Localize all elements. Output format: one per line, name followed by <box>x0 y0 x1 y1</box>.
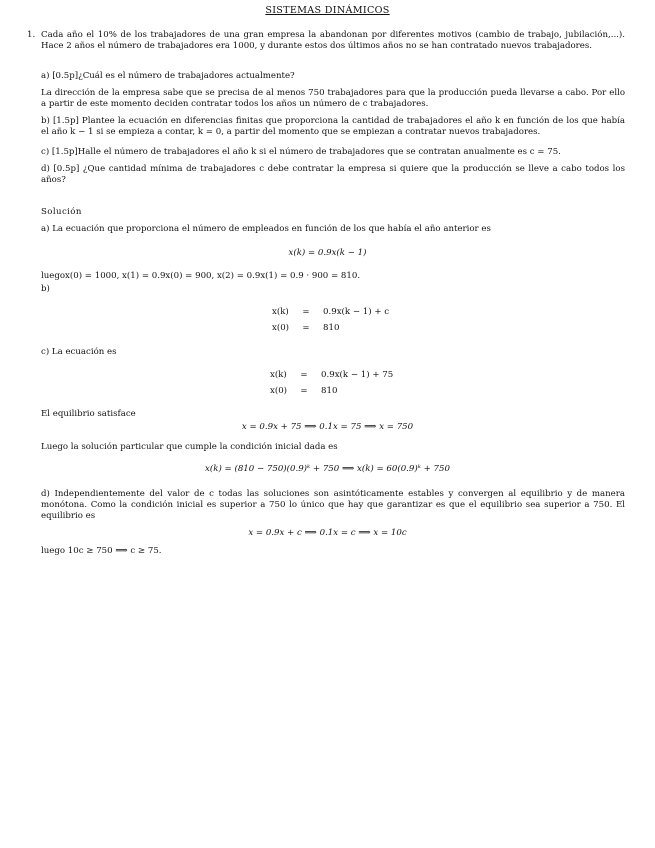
solution-a-equation: x(k) = 0.9x(k − 1) <box>288 248 367 258</box>
eq-lhs: x(k) <box>270 370 287 380</box>
solution-b-system <box>272 307 389 334</box>
eq-rhs: 810 <box>323 323 340 334</box>
eq-lhs: x(0) <box>270 386 288 397</box>
question-c: c) [1.5p]Halle el número de trabajadores el año k si el número de trabajadores que se contratan anualmente es c = 75. <box>41 147 561 157</box>
problem-number: 1. <box>27 30 36 40</box>
solution-c-system <box>270 370 393 397</box>
eq-rhs: 0.9x(k − 1) + 75 <box>321 370 394 380</box>
eq-lhs: x(0) <box>272 323 290 334</box>
eq-op: = <box>302 323 310 334</box>
solution-d-result: luego 10c ≥ 750 ⟹ c ≥ 75. <box>41 546 162 556</box>
eq-lhs: x(k) <box>272 307 289 317</box>
eq-rhs: 810 <box>321 386 338 397</box>
solution-b-label: b) <box>41 284 50 294</box>
solution-d-text: d) Independientemente del valor de c todas las soluciones son asintóticamente estables y convergen al equilibrio y de manera monótona. Como la condición inicial es superior a 750 lo único que hay que garantizar es que el equilibrio sea superior a 750. El equilibrio es <box>41 489 625 522</box>
question-b: b) [1.5p] Plantee la ecuación en diferencias finitas que proporciona la cantidad de trabajadores el año k en función de los que había el año k − 1 si se empieza a contar, k = 0, a partir del momento que se empiezan a contratar nuevos trabajadores. <box>41 116 625 138</box>
problem-intro: Cada año el 10% de los trabajadores de una gran empresa la abandonan por diferentes motivos (cambio de trabajo, jubilación,...). Hace 2 años el número de trabajadores era 1000, y durante estos dos últimos años no se han contratado nuevos trabajadores. <box>41 30 625 52</box>
solution-d-equation: x = 0.9x + c ⟹ 0.1x = c ⟹ x = 10c <box>248 528 407 538</box>
solution-c-particular-text: Luego la solución particular que cumple la condición inicial dada es <box>41 442 338 452</box>
solution-c-equilibrium-text: El equilibrio satisface <box>41 409 136 419</box>
eq-op: = <box>302 307 310 317</box>
eq-op: = <box>300 370 308 380</box>
question-d: d) [0.5p] ¿Que cantidad mínima de trabajadores c debe contratar la empresa si quiere que la producción se lleve a cabo todos los años? <box>41 164 625 186</box>
solution-c-text: c) La ecuación es <box>41 347 117 357</box>
solution-c-equilibrium-equation: x = 0.9x + 75 ⟹ 0.1x = 75 ⟹ x = 750 <box>241 422 414 432</box>
eq-rhs: 0.9x(k − 1) + c <box>323 307 390 317</box>
solution-c-particular-equation: x(k) = (810 − 750)(0.9)ᵏ + 750 ⟹ x(k) = 60(0.9)ᵏ + 750 <box>205 464 450 474</box>
solution-a-text: a) La ecuación que proporciona el número de empleados en función de los que había el año anterior es <box>41 224 491 234</box>
problem-context: La dirección de la empresa sabe que se precisa de al menos 750 trabajadores para que la producción pueda llevarse a cabo. Por ello a partir de este momento deciden contratar todos los años un número de c trabajadores. <box>41 88 625 110</box>
document-title: SISTEMAS DINÁMICOS <box>265 5 390 16</box>
eq-op: = <box>300 386 308 397</box>
solution-a-result: luegox(0) = 1000, x(1) = 0.9x(0) = 900, x(2) = 0.9x(1) = 0.9 · 900 = 810. <box>41 271 361 281</box>
question-a: a) [0.5p]¿Cuál es el número de trabajadores actualmente? <box>41 71 295 81</box>
solution-heading: Solución <box>41 207 82 217</box>
